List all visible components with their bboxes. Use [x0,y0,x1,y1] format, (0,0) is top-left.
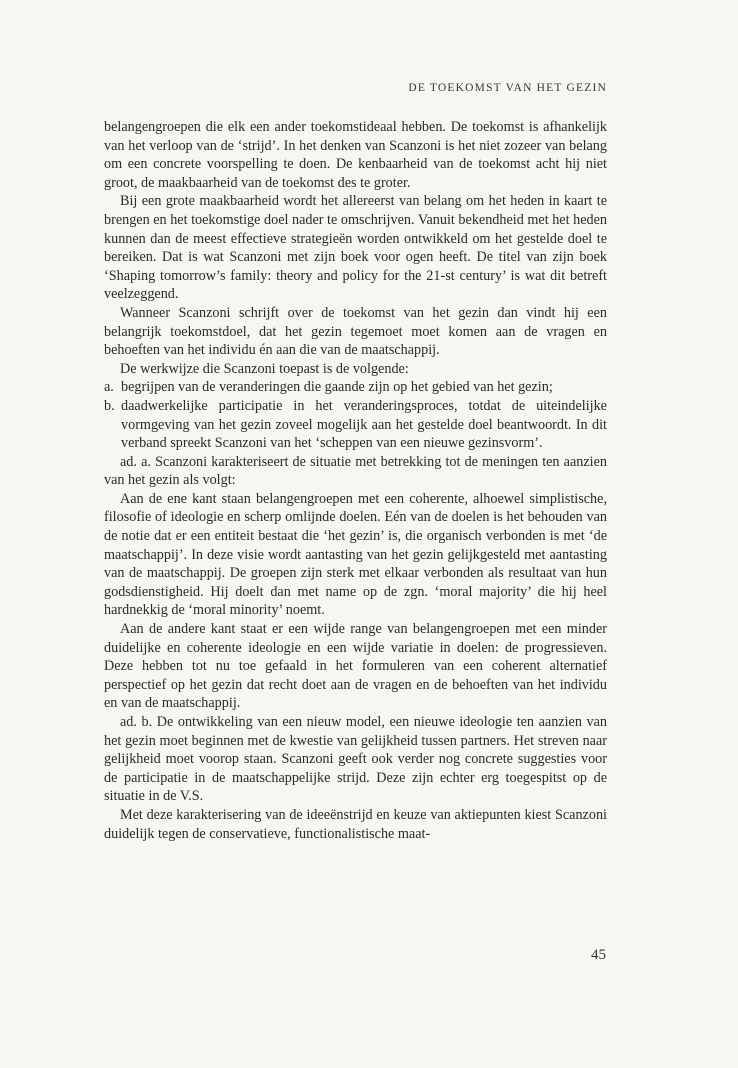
paragraph: ad. b. De ontwikkeling van een nieuw model, een nieuwe ideologie ten aanzien van het gezin moet beginnen met de kwestie van gelijkheid tussen partners. Het streven naar gelijkheid moet voorop staan. Scanzoni geeft ook verder nog concrete suggesties voor de participatie in de maatschappelijke strijd. Deze zijn echter erg toegespitst op de situatie in de V.S. [104,714,607,805]
running-header: DE TOEKOMST VAN HET GEZIN [408,82,607,94]
list-item [104,378,607,397]
paragraph: belangengroepen die elk een ander toekomstideaal hebben. De toekomst is afhankelijk van het verloop van de ‘strijd’. In het denken van Scanzoni is het niet zozeer van belang om een concrete voorspelling te doen. De kenbaarheid van de toekomst acht hij niet groot, de maakbaarheid van de toekomst des te groter. [104,119,607,191]
method-list [104,378,607,452]
paragraph: Bij een grote maakbaarheid wordt het allereerst van belang om het heden in kaart te brengen en het toekomstige doel nader te omschrijven. Vanuit bekendheid met het heden kunnen dan de meest effectieve strategieën worden ontwikkeld om het gestelde doel te bereiken. Dat is wat Scanzoni met zijn boek voor ogen heeft. De titel van zijn boek ‘Shaping tomorrow’s family: theory and policy for the 21-st century’ is wat dit betreft veelzeggend. [104,193,607,303]
paragraph: Met deze karakterisering van de ideeënstrijd en keuze van aktiepunten kiest Scanzoni duidelijk tegen de conservatieve, functionalistische maat- [104,806,607,842]
list-marker: a. [104,379,114,396]
paragraph: De werkwijze die Scanzoni toepast is de volgende: [120,360,409,377]
list-item-text: daadwerkelijke participatie in het veranderingsproces, totdat de uiteindelijke vormgeving van het gezin zoveel mogelijk aan het gestelde doel beantwoordt. In dit verband spreekt Scanzoni van het ‘scheppen van een nieuwe gezinsvorm’. [121,397,607,452]
list-item [104,397,607,453]
body-text [104,118,607,843]
paragraph: Aan de andere kant staat er een wijde range van belangengroepen met een minder duidelijke en coherente ideologie en een wijde variatie in doelen: de progressieven. Deze hebben tot nu toe gefaald in het formuleren van een coherent alternatief perspectief op het gezin dat recht doet aan de vragen en de behoeften van het individu en van de maatschappij. [104,621,607,712]
list-marker: b. [104,397,115,414]
paragraph: Wanneer Scanzoni schrijft over de toekomst van het gezin dan vindt hij een belangrijk toekomstdoel, dat het gezin tegemoet moet komen aan de vragen en behoeften van het individu én aan die van de maatschappij. [104,304,607,359]
list-item-text: begrijpen van de veranderingen die gaande zijn op het gebied van het gezin; [121,379,553,396]
page-number: 45 [591,947,606,963]
paragraph: ad. a. Scanzoni karakteriseert de situatie met betrekking tot de meningen ten aanzien van het gezin als volgt: [104,453,607,489]
paragraph: Aan de ene kant staan belangengroepen met een coherente, alhoewel simplistische, filosofie of ideologie en scherp omlijnde doelen. Eén van de doelen is het behouden van de notie dat er een entiteit bestaat die ‘het gezin’ is, die organisch verbonden is met ‘de maatschappij’. In deze visie wordt aantasting van het gezin gelijkgesteld met aantasting van de maatschappij. De groepen zijn sterk met elkaar verbonden als resultaat van hun godsdienstigheid. Hij doelt dan met name op de zgn. ‘moral majority’ die hij heel hardnekkig de ‘moral minority’ noemt. [104,490,607,619]
